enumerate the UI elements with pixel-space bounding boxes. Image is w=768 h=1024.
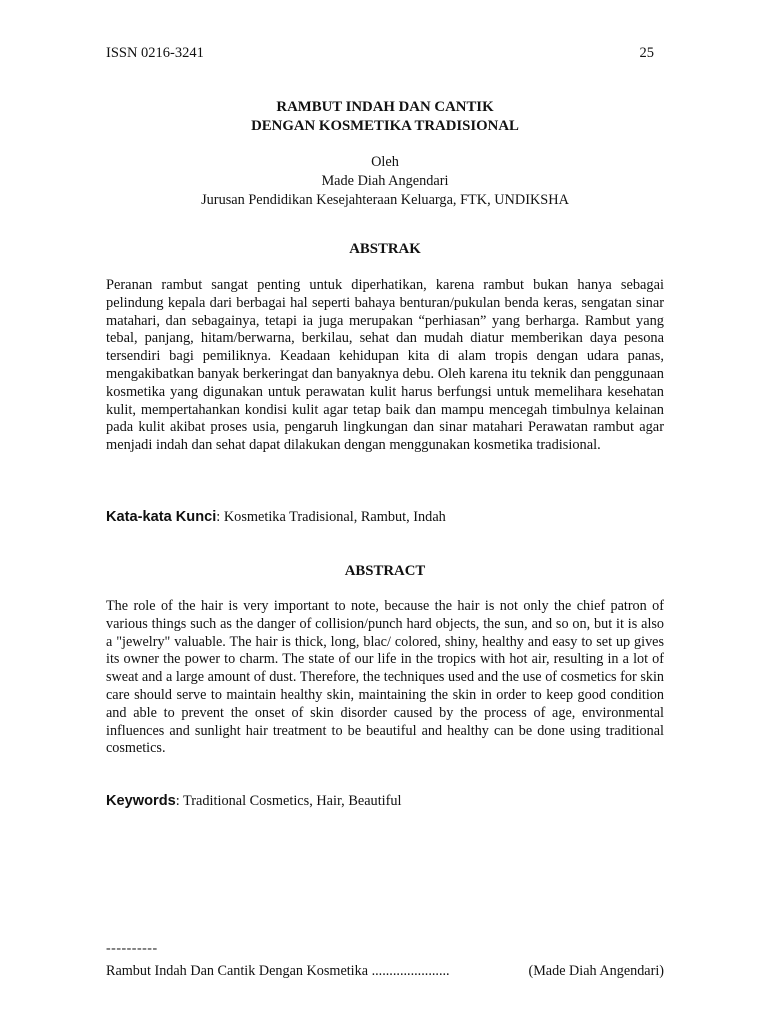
kata-kunci-value: : Kosmetika Tradisional, Rambut, Indah [216, 509, 446, 525]
title-line-1: RAMBUT INDAH DAN CANTIK [276, 99, 494, 115]
kata-kunci-label: Kata-kata Kunci [106, 509, 217, 525]
keywords-value: : Traditional Cosmetics, Hair, Beautiful [175, 793, 402, 809]
author-by: Oleh [371, 154, 399, 170]
footer-running-title: Rambut Indah Dan Cantik Dengan Kosmetika ...................... [106, 963, 450, 979]
keywords-label: Keywords [106, 793, 176, 809]
footer-line [106, 963, 664, 980]
paper-title [106, 98, 664, 136]
keywords-en [106, 793, 664, 810]
title-line-2: DENGAN KOSMETIKA TRADISIONAL [251, 118, 519, 134]
running-header [106, 45, 654, 62]
abstract-heading: ABSTRACT [344, 563, 426, 579]
abstrak-heading: ABSTRAK [349, 241, 421, 257]
footer-rule: ---------- [106, 941, 158, 956]
abstract-body: The role of the hair is very important to note, because the hair is not only the chief patron of various things such as the danger of collision/punch hard objects, the sun, and so on, but it is also a "jewelry" valuable. The hair is thick, long, blac/ colored, shiny, healthy and easy to set up gives its owner the power to charm. The state of our life in the tropics with hot air, resulting in a lot of sweat and a large amount of dust. Therefore, the techniques used and the use of cosmetics for skin care should serve to maintain healthy skin, maintaining the skin in order to keep good condition and able to prevent the onset of skin disorder caused by the process of age, environmental influences and sunlight hair treatment to be beautiful and healthy can be done using traditional cosmetics. [106, 598, 664, 757]
abstrak-body: Peranan rambut sangat penting untuk diperhatikan, karena rambut bukan hanya sebagai pelindung kepala dari berbagai hal seperti bahaya benturan/pukulan benda keras, sengatan sinar matahari, dan sebagainya, tetapi ia juga merupakan “perhiasan” yang berharga. Rambut yang tebal, panjang, hitam/berwarna, berkilau, sehat dan mudah diatur memberikan daya pesona tersendiri bagi pemiliknya. Keadaan kehidupan kita di alam tropis dengan udara panas, mengakibatkan banyak berkeringat dan banyaknya debu. Oleh karena itu teknik dan penggunaan kosmetika yang digunakan untuk perawatan kulit harus berfungsi untuk memelihara kesehatan kulit, mempertahankan kondisi kulit agar tetap baik dan mampu mencegah timbulnya kelainan pada kulit akibat proses usia, pengaruh lingkungan dan sinar matahari Perawatan rambut agar menjadi indah dan sehat dapat dilakukan dengan menggunakan kosmetika tradisional. [106, 277, 664, 454]
page-number: 25 [639, 45, 654, 61]
author-affiliation: Jurusan Pendidikan Kesejahteraan Keluarga, FTK, UNDIKSHA [201, 192, 569, 208]
issn-label: ISSN 0216-3241 [106, 45, 204, 61]
author-block [106, 153, 664, 210]
footer-running-author: (Made Diah Angendari) [528, 963, 664, 979]
author-name: Made Diah Angendari [321, 173, 449, 189]
kata-kunci [106, 509, 664, 526]
